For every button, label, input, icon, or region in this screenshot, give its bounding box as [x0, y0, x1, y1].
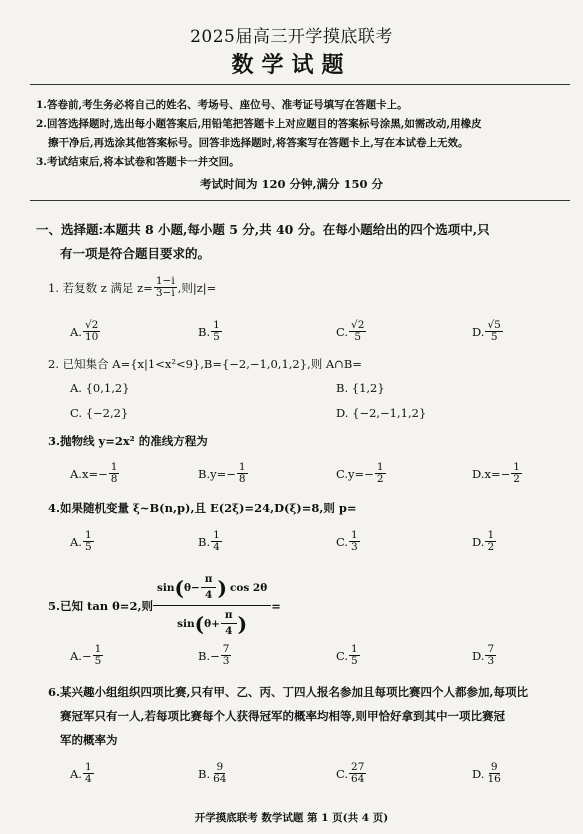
q1-option-b — [198, 320, 223, 343]
frac-den: 4 — [204, 589, 213, 601]
option-fraction — [211, 530, 222, 553]
frac-den: 2 — [513, 473, 520, 485]
q6-option-c — [336, 762, 367, 785]
q2-option-b: B. {1,2} — [336, 381, 385, 395]
frac-den: 5 — [84, 541, 92, 553]
option-fraction — [485, 530, 496, 553]
option-fraction — [485, 320, 502, 343]
q1-fraction — [154, 276, 177, 299]
option-fraction — [83, 530, 94, 553]
frac-num: 1 — [213, 529, 220, 541]
cos-text: cos 2θ — [229, 581, 268, 594]
frac-den: 4 — [213, 541, 220, 553]
note-line: 擦干净后,再选涂其他答案标号。回答非选择题时,将答案写在答题卡上,写在本试卷上无效。 — [48, 137, 469, 149]
notes-rule — [30, 200, 570, 201]
frac-den: 10 — [84, 331, 99, 343]
frac-num: 1 — [84, 529, 92, 541]
frac-den: 3 — [222, 655, 230, 667]
q5-denominator — [173, 606, 251, 641]
option-label: A.x=− — [70, 466, 108, 481]
option-fraction — [93, 644, 104, 667]
option-fraction — [109, 462, 120, 485]
question-3-stem: 3.抛物线 y=2x² 的准线方程为 — [48, 434, 208, 448]
option-label: D. — [472, 648, 485, 663]
option-fraction — [349, 320, 366, 343]
frac-den: 8 — [110, 473, 118, 485]
frac-num: 9 — [490, 761, 498, 773]
q4-option-a — [70, 530, 95, 553]
option-label: B.y=− — [198, 466, 236, 481]
q6-option-a — [70, 762, 95, 785]
option-label: D. — [472, 534, 485, 549]
q5-numerator — [153, 570, 271, 606]
q5-option-c — [336, 644, 361, 667]
header-rule — [30, 84, 570, 85]
pi-over-4 — [201, 572, 217, 603]
q3-option-c — [336, 462, 387, 485]
option-fraction — [485, 762, 502, 785]
q3-option-b — [198, 462, 249, 485]
option-fraction — [375, 462, 386, 485]
q1-option-d — [472, 320, 504, 343]
option-fraction — [237, 462, 248, 485]
q3-option-d — [472, 462, 523, 485]
frac-den: 5 — [213, 331, 220, 343]
time-info: 考试时间为 120 分钟,满分 150 分 — [199, 177, 384, 191]
note-line: 3.考试结束后,将本试卷和答题卡一并交回。 — [36, 156, 240, 168]
option-label: D. — [472, 324, 485, 339]
section-line: 有一项是符合题目要求的。 — [60, 246, 211, 261]
subject-title: 数学试题 — [231, 52, 352, 78]
option-label: A. — [70, 324, 82, 339]
frac-num: 1 — [351, 643, 358, 655]
frac-num: √2 — [84, 319, 99, 331]
option-fraction — [511, 462, 522, 485]
q5-option-d — [472, 644, 497, 667]
option-fraction — [485, 644, 496, 667]
option-label: A. — [70, 534, 82, 549]
option-label: D.x=− — [472, 466, 511, 481]
question-2-stem: 2. 已知集合 A={x|1<x²<9},B={−2,−1,0,1,2},则 A∩B= — [48, 357, 362, 371]
question-4-stem: 4.如果随机变量 ξ~B(n,p),且 E(2ξ)=24,D(ξ)=8,则 p= — [48, 501, 357, 515]
page-footer: 开学摸底联考 数学试题 第 1 页(共 4 页) — [194, 812, 389, 824]
q3-option-a — [70, 462, 120, 485]
frac-num: 1 — [351, 529, 358, 541]
frac-den: 8 — [238, 473, 246, 485]
q5-stem-pre: 5.已知 tan θ=2,则 — [48, 598, 153, 613]
frac-num: √5 — [487, 319, 501, 331]
option-label: C. — [336, 766, 349, 781]
q1-stem-post: ,则|z|= — [177, 280, 217, 295]
frac-den: 4 — [225, 625, 233, 637]
frac-den: 16 — [487, 773, 501, 785]
question-6-stem — [48, 680, 576, 752]
paren-open: ( — [194, 611, 205, 636]
frac-num: 1 — [487, 529, 495, 541]
frac-den: 2 — [487, 541, 495, 553]
option-fraction — [83, 320, 100, 343]
option-fraction — [211, 762, 228, 785]
q1-option-a — [70, 320, 101, 343]
option-label: C.y=− — [336, 466, 374, 481]
frac-den: 5 — [490, 331, 498, 343]
frac-num: 1 — [238, 461, 246, 473]
frac-den: 4 — [84, 773, 92, 785]
frac-den: 2 — [376, 473, 384, 485]
exam-title: 2025届高三开学摸底联考 — [190, 27, 393, 47]
q2-option-a: A. {0,1,2} — [70, 381, 130, 395]
note-line: 2.回答选择题时,选出每小题答案后,用铅笔把答题卡上对应题目的答案标号涂黑,如需改动,用橡皮 — [36, 118, 482, 130]
inner-text: θ− — [183, 581, 200, 594]
option-label: C. — [336, 324, 349, 339]
q5-option-b — [198, 644, 232, 667]
frac-num: 1 — [376, 461, 384, 473]
frac-num: √2 — [351, 319, 365, 331]
q4-option-b — [198, 530, 223, 553]
q6-option-b — [198, 762, 229, 785]
frac-den: 3 — [351, 541, 358, 553]
q5-option-a — [70, 644, 104, 667]
option-label: C. — [336, 648, 349, 663]
frac-num: 1 — [213, 319, 220, 331]
option-label: B. — [198, 766, 211, 781]
q5-big-fraction — [153, 570, 271, 641]
q6-line: 军的概率为 — [60, 733, 118, 747]
option-label: C. — [336, 534, 349, 549]
frac-num: π — [201, 572, 217, 588]
q6-line: 赛冠军只有一人,若每项比赛每个人获得冠军的概率均相等,则甲恰好拿到其中一项比赛冠 — [60, 709, 506, 723]
option-fraction — [221, 644, 232, 667]
option-fraction — [349, 530, 360, 553]
q2-option-c: C. {−2,2} — [70, 406, 129, 420]
pi-over-4 — [221, 608, 237, 639]
q1-stem-pre: 1. 若复数 z 满足 z= — [48, 280, 153, 295]
option-fraction — [211, 320, 222, 343]
frac-num: 1 — [94, 643, 102, 655]
frac-den: 5 — [354, 331, 362, 343]
option-label: A.− — [70, 648, 92, 663]
option-fraction — [349, 762, 366, 785]
option-fraction — [83, 762, 94, 785]
option-label: A. — [70, 766, 82, 781]
frac-den: 5 — [94, 655, 102, 667]
q1-option-c — [336, 320, 367, 343]
frac-num: 1 — [513, 461, 520, 473]
question-1-stem — [48, 276, 216, 299]
option-label: D. — [472, 766, 485, 781]
sin-text: sin — [177, 617, 195, 630]
paren-close: ) — [237, 611, 248, 636]
question-5-stem — [48, 570, 281, 641]
q2-option-d: D. {−2,−1,1,2} — [336, 406, 427, 420]
section-line: 一、选择题:本题共 8 小题,每小题 5 分,共 40 分。在每小题给出的四个选项中,只 — [36, 222, 490, 237]
note-line: 1.答卷前,考生务必将自己的姓名、考场号、座位号、准考证号填写在答题卡上。 — [36, 99, 408, 111]
paren-close: ) — [217, 575, 227, 600]
section-heading — [36, 218, 576, 266]
q4-option-d — [472, 530, 497, 553]
frac-den: 64 — [351, 773, 365, 785]
sin-text: sin — [156, 581, 175, 594]
frac-den: 3 — [487, 655, 495, 667]
option-label: B. — [198, 324, 211, 339]
frac-num: 7 — [487, 643, 495, 655]
q4-option-c — [336, 530, 361, 553]
inner-text: θ+ — [204, 617, 220, 630]
q1-frac-num: 1−i — [155, 275, 175, 287]
frac-num: 7 — [222, 643, 230, 655]
option-label: B. — [198, 534, 211, 549]
q6-option-d — [472, 762, 504, 785]
q5-stem-post: = — [271, 598, 281, 613]
frac-num: 27 — [351, 761, 365, 773]
frac-num: π — [221, 608, 237, 624]
frac-num: 1 — [110, 461, 118, 473]
paren-open: ( — [174, 575, 184, 600]
frac-den: 5 — [351, 655, 358, 667]
option-fraction — [349, 644, 360, 667]
frac-num: 1 — [84, 761, 92, 773]
instructions — [36, 96, 572, 172]
frac-den: 64 — [213, 773, 227, 785]
q6-line: 6.某兴趣小组组织四项比赛,只有甲、乙、丙、丁四人报名参加且每项比赛四个人都参加,每项比 — [48, 685, 529, 699]
q1-frac-den: 3−i — [155, 287, 175, 299]
option-label: B.− — [198, 648, 220, 663]
frac-num: 9 — [216, 761, 224, 773]
